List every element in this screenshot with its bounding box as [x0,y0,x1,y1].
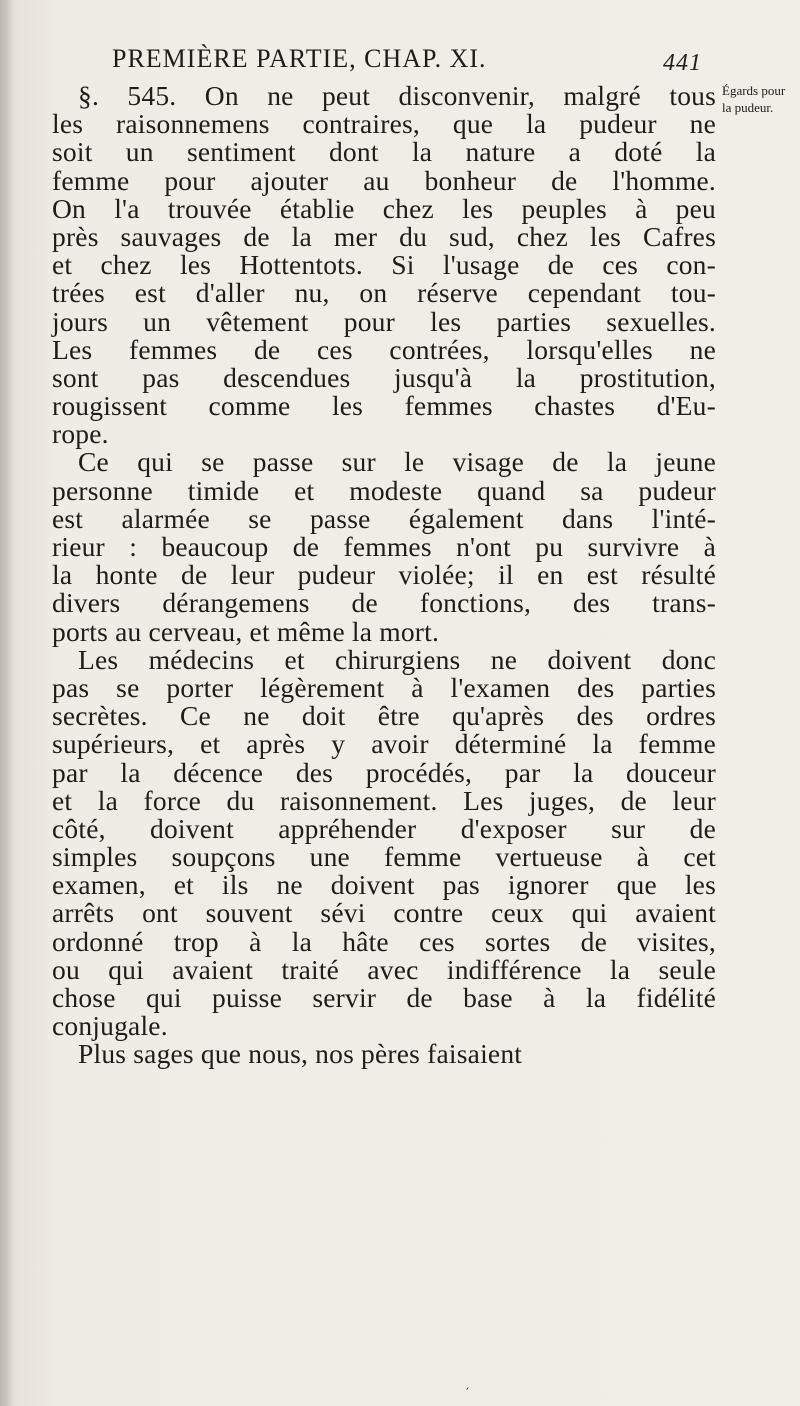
text-line: côté, doivent appréhender d'exposer sur de [52,812,716,844]
text-line: supérieurs, et après y avoir déterminé la femme [52,728,716,760]
margin-note-line: Égards pour [722,83,786,98]
text-line: soit un sentiment dont la nature a doté la [52,136,716,168]
margin-note-line: la pudeur. [722,100,774,115]
text-line: par la décence des procédés, par la douceur [52,756,716,788]
running-head [112,44,702,84]
text-line: Les médecins et chirurgiens ne doivent donc [78,643,716,675]
text-line: Ce qui se passe sur le visage de la jeune [78,446,716,478]
text-line: et chez les Hottentots. Si l'usage de ces con- [52,249,716,281]
paragraph [52,82,716,448]
text-line: les raisonnemens contraires, que la pudeur ne [52,108,716,140]
paragraph [52,1040,716,1068]
text-line: secrètes. Ce ne doit être qu'après des ordres [52,700,716,732]
text-line: simples soupçons une femme vertueuse à cet [52,841,716,873]
text-line: près sauvages de la mer du sud, chez les Cafres [52,220,716,252]
text-line: trées est d'aller nu, on réserve cependant tou- [52,277,716,309]
text-line: rougissent comme les femmes chastes d'Eu- [52,390,716,422]
margin-note [722,82,798,116]
text-line: pas se porter légèrement à l'examen des parties [52,671,716,703]
text-line: ordonné trop à la hâte ces sortes de visites, [52,925,716,957]
binding-gutter-shadow [0,0,14,1406]
text-line: et la force du raisonnement. Les juges, de leur [52,784,716,816]
text-line: On l'a trouvée établie chez les peuples à peu [52,192,716,224]
text-line: sont pas descendues jusqu'à la prostitution, [52,361,716,393]
text-line: rope. [52,418,109,450]
page-number: 441 [663,50,702,76]
body-text [52,82,716,1069]
paragraph [52,448,716,645]
text-line: Les femmes de ces contrées, lorsqu'elles ne [52,333,716,365]
text-line: personne timide et modeste quand sa pudeur [52,474,716,506]
text-line: est alarmée se passe également dans l'inté- [52,502,716,534]
text-line: la honte de leur pudeur violée; il en est résulté [52,559,716,591]
text-line: §. 545. On ne peut disconvenir, malgré tous [78,80,716,111]
text-line: ou qui avaient traité avec indifférence la seule [52,953,716,985]
running-head-title: PREMIÈRE PARTIE, CHAP. XI. [112,44,487,73]
text-line: ports au cerveau, et même la mort. [52,615,440,647]
text-line: arrêts ont souvent sévi contre ceux qui avaient [52,897,716,929]
text-line: Plus sages que nous, nos pères faisaient [78,1038,523,1070]
paragraph [52,643,716,1042]
text-line: jours un vêtement pour les parties sexuelles. [52,305,716,337]
text-line: conjugale. [52,1010,168,1042]
signature-mark: ′ [466,1386,470,1402]
text-line: examen, et ils ne doivent pas ignorer que les [52,869,716,901]
text-line: rieur : beaucoup de femmes n'ont pu survivre à [52,531,716,562]
text-line: femme pour ajouter au bonheur de l'homme. [52,164,716,196]
text-line: divers dérangemens de fonctions, des trans- [52,587,716,619]
text-line: chose qui puisse servir de base à la fidélité [52,982,716,1013]
